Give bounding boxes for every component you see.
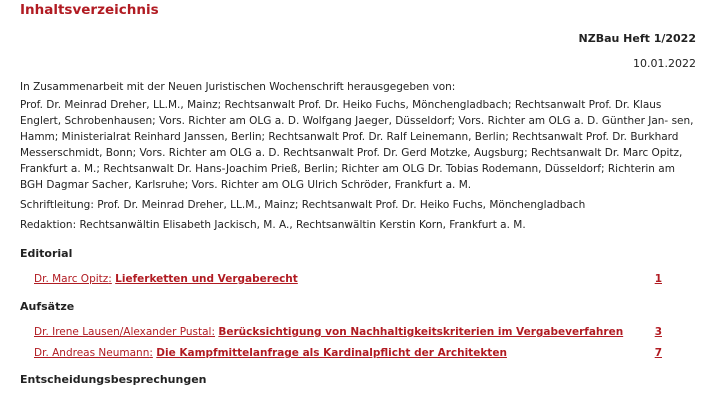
editors-line: sen, Hamm; Ministerialrat Reinhard Janssen, Berlin; Rechtsanwalt Prof. Dr. Ralf Leinemann, Berlin; Rechtsanwalt Prof. Dr. (20, 115, 694, 143)
editors-intro: In Zusammenarbeit mit der Neuen Juristischen Wochenschrift herausgegeben von: (20, 81, 456, 93)
entry-page-link[interactable]: 1 (654, 273, 662, 285)
section-heading-editorial: Editorial (20, 247, 73, 260)
entry-author-link[interactable]: Dr. Andreas Neumann (34, 347, 150, 359)
entry-author-link[interactable]: Dr. Marc Opitz (34, 273, 109, 285)
entry-separator: : (108, 273, 112, 285)
issue-label: NZBau Heft 1/2022 (578, 32, 696, 45)
editors-list (20, 97, 700, 193)
issue-date: 10.01.2022 (633, 57, 696, 70)
toc-entry[interactable] (34, 324, 662, 340)
schriftleitung: Schriftleitung: Prof. Dr. Meinrad Dreher, LL.M., Mainz; Rechtsanwalt Prof. Dr. Heiko Fuchs, Mönchengladbach (20, 199, 586, 211)
entry-author-link[interactable]: Dr. Irene Lausen/Alexander Pustal (34, 326, 212, 338)
editors-line: Englert, Schrobenhausen; Vors. Richter am OLG a. D. Wolfgang Jaeger, Düsseldorf; Vors. Richter am OLG a. D. Günther Jan- (20, 115, 669, 127)
toc-entry[interactable] (34, 271, 662, 287)
toc-entry[interactable] (34, 345, 662, 361)
entry-separator: : (211, 326, 216, 338)
entry-title-link[interactable]: Berücksichtigung von Nachhaltigkeitskriterien im Vergabeverfahren (218, 326, 624, 338)
toc-title: Inhaltsverzeichnis (20, 2, 159, 18)
section-heading-aufsaetze: Aufsätze (20, 300, 75, 313)
entry-title-link[interactable]: Lieferketten und Vergaberecht (115, 273, 298, 285)
editors-line: Richterin am BGH Dagmar Sacher, Karlsruhe; Vors. Richter am OLG Ulrich Schröder, Frankfurt a. M. (20, 163, 675, 191)
entry-title-link[interactable]: Die Kampfmittelanfrage als Kardinalpflicht der Architekten (156, 347, 507, 359)
redaktion: Redaktion: Rechtsanwältin Elisabeth Jackisch, M. A., Rechtsanwältin Kerstin Korn, Frankfurt a. M. (20, 219, 526, 231)
editors-line: Marc Opitz, Frankfurt a. M.; Rechtsanwalt Dr. Hans-Joachim Prieß, Berlin; Richter am OLG Dr. Tobias Rodemann, Düsseldorf; (20, 147, 683, 175)
entry-page-link[interactable]: 7 (654, 347, 662, 359)
section-heading-entscheidungsbesprechungen: Entscheidungsbesprechungen (20, 373, 207, 386)
editors-line: Prof. Dr. Meinrad Dreher, LL.M., Mainz; Rechtsanwalt Prof. Dr. Heiko Fuchs, Mönchengladbach; Rechtsanwalt Prof. Dr. Klaus (20, 99, 662, 111)
entry-separator: : (149, 347, 153, 359)
editors-line: Burkhard Messerschmidt, Bonn; Vors. Richter am OLG a. D. Rechtsanwalt Prof. Dr. Gerd Motzke, Augsburg; Rechtsanwalt Dr. (20, 131, 679, 159)
entry-page-link[interactable]: 3 (654, 326, 662, 338)
